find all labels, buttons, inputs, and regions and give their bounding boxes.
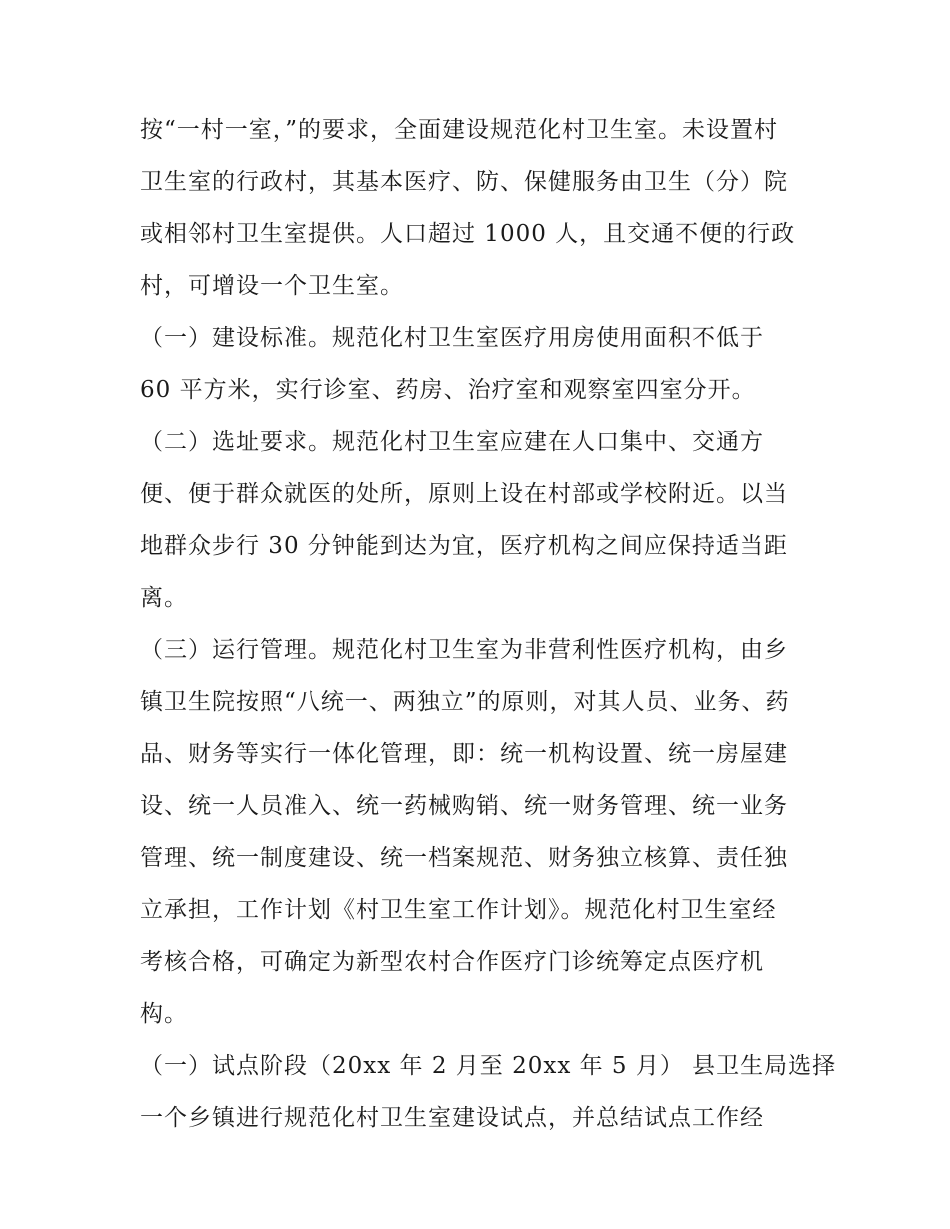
text-line: （一）试点阶段（20xx 年 2 月至 20xx 年 5 月） 县卫生局选择 [140,1053,837,1079]
text-line: 地群众步行 30 分钟能到达为宜，医疗机构之间应保持适当距 [140,533,788,559]
text-line: （三）运行管理。规范化村卫生室为非营利性医疗机构，由乡 [140,637,788,663]
text-line: 卫生室的行政村，其基本医疗、防、保健服务由卫生（分）院 [140,169,788,195]
text-line: 60 平方米，实行诊室、药房、治疗室和观察室四室分开。 [140,377,756,403]
text-line: 品、财务等实行一体化管理，即：统一机构设置、统一房屋建 [140,741,788,767]
text-line: 考核合格，可确定为新型农村合作医疗门诊统筹定点医疗机 [140,949,764,975]
text-line: 村，可增设一个卫生室。 [140,273,404,299]
text-line: 按“一村一室，”的要求，全面建设规范化村卫生室。未设置村 [140,117,779,143]
text-line: 或相邻村卫生室提供。人口超过 1000 人，且交通不便的行政 [140,221,796,247]
text-line: 便、便于群众就医的处所，原则上设在村部或学校附近。以当 [140,481,788,507]
text-line: 离。 [140,585,188,611]
document-body [140,104,837,1144]
text-line: （二）选址要求。规范化村卫生室应建在人口集中、交通方 [140,429,764,455]
text-line: 设、统一人员准入、统一药械购销、统一财务管理、统一业务 [140,793,788,819]
text-line: 构。 [140,1001,188,1027]
text-line: （一）建设标准。规范化村卫生室医疗用房使用面积不低于 [140,325,764,351]
text-line: 镇卫生院按照“八统一、两独立”的原则，对其人员、业务、药 [140,689,790,715]
text-line: 一个乡镇进行规范化村卫生室建设试点，并总结试点工作经 [140,1105,764,1131]
text-line: 管理、统一制度建设、统一档案规范、财务独立核算、责任独 [140,845,788,871]
text-line: 立承担，工作计划《村卫生室工作计划》。规范化村卫生室经 [140,897,777,923]
